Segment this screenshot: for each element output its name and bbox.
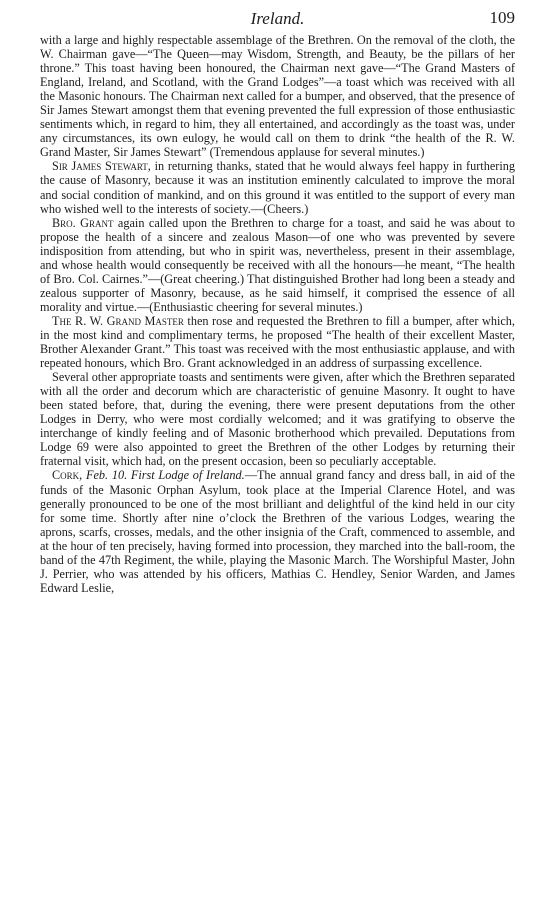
paragraph-text: with a large and highly respectable assemblage of the Brethren. On the removal of the cloth, the W. Chairman gave—“The Queen—may Wisdom, Strength, and Beauty, be the pillars of her throne.” This toast having been honoured, the Chairman next gave—“The Grand Masters of England, Ireland, and Scotland, with the Grand Lodges”—a toast which was received with all the Masonic honours. The Chairman next called for a bumper, and observed, that the presence of Sir James Stewart amongst them that evening prevented the full expression of those enthusiastic sentiments which, in regard to him, they all entertained, and accordingly as the toast was, under any circumstances, its own eulogy, he would call on them to drink “the health of the R. W. Grand Master, Sir James Stewart” (Tremendous applause for several minutes.)	[40, 33, 515, 160]
paragraph-text: Several other appropriate toasts and sentiments were given, after which the Brethren separated with all the order and decorum which are characteristic of genuine Masonry. It ought to have been stated before, that, during the evening, there were present deputations from the other Lodges in Derry, who were most cordially welcomed; and it was gratifying to observe the interchange of kindly feeling and of Masonic brotherhood which prevailed. Deputations from Lodge 69 were also appointed to greet the Brethren of the other Lodges by returning their fraternal visit, which had, on the present occasion, been so peculiarly acceptable.	[40, 370, 515, 469]
page-number: 109	[489, 8, 515, 27]
place-name: Cork,	[52, 468, 83, 483]
paragraph-stewart-reply	[40, 159, 515, 215]
report-date: Feb. 10.	[82, 468, 128, 483]
article-body	[40, 33, 515, 595]
paragraph-grand-master	[40, 314, 515, 370]
paragraph-text: then rose and requested the Brethren to fill a bumper, after which, in the most kind and complimentary terms, he proposed “The health of their excellent Master, Brother Alexander Grant.” This toast was received with the most enthusiastic applause, and with repeated honours, which Bro. Grant acknowledged in an address of surpassing excellence.	[40, 313, 515, 371]
paragraph-cork-ball	[40, 468, 515, 594]
paragraph-text: —The annual grand fancy and dress ball, in aid of the funds of the Masonic Orphan Asylum, took place at the Imperial Clarence Hotel, and was generally pronounced to be one of the most brilliant and delightful of the kind held in our city for some time. Shortly after nine o’clock the Brethren of the various Lodges, wearing the aprons, scarfs, crosses, medals, and the other insignia of the Craft, commenced to assemble, and at the hour of ten precisely, having formed into procession, they marched into the ball-room, the band of the 47th Regiment, the while, playing the Masonic March. The Worshipful Master, John J. Perrier, who was attended by his officers, Mathias C. Hendley, Senior Warden, and James Edward Leslie,	[40, 468, 515, 595]
running-header	[40, 8, 515, 30]
speaker-name: Bro. Grant	[52, 215, 114, 230]
lodge-heading: First Lodge of Ireland.	[127, 468, 245, 483]
paragraph-text: again called upon the Brethren to charge for a toast, and said he was about to propose the health of a sincere and zealous Mason—of one who was prevented by severe indisposition from attending, but who in spirit was, nevertheless, present in their assemblage, and whose health would consequently be received with all the honours—he meant, “The health of Bro. Col. Cairnes.”—(Great cheering.) That distinguished Brother had long been a steady and zealous supporter of Masonry, because, as he said himself, it comprised the essence of all morality and virtue.—(Enthusiastic cheering for several minutes.)	[40, 215, 515, 314]
paragraph-toasts	[40, 33, 515, 159]
paragraph-closing	[40, 370, 515, 468]
running-title: Ireland.	[250, 9, 305, 28]
paragraph-grant-toast	[40, 216, 515, 314]
paragraph-text: in returning thanks, stated that he would always feel happy in furthering the cause of Masonry, because it was an institution eminently calculated to improve the moral and social condition of mankind, and on this ground it was entitled to the support of every man who wished well to the interests of society.—(Cheers.)	[40, 159, 515, 216]
speaker-name: Sir James Stewart,	[52, 159, 151, 174]
speaker-name: The R. W. Grand Master	[52, 313, 184, 328]
